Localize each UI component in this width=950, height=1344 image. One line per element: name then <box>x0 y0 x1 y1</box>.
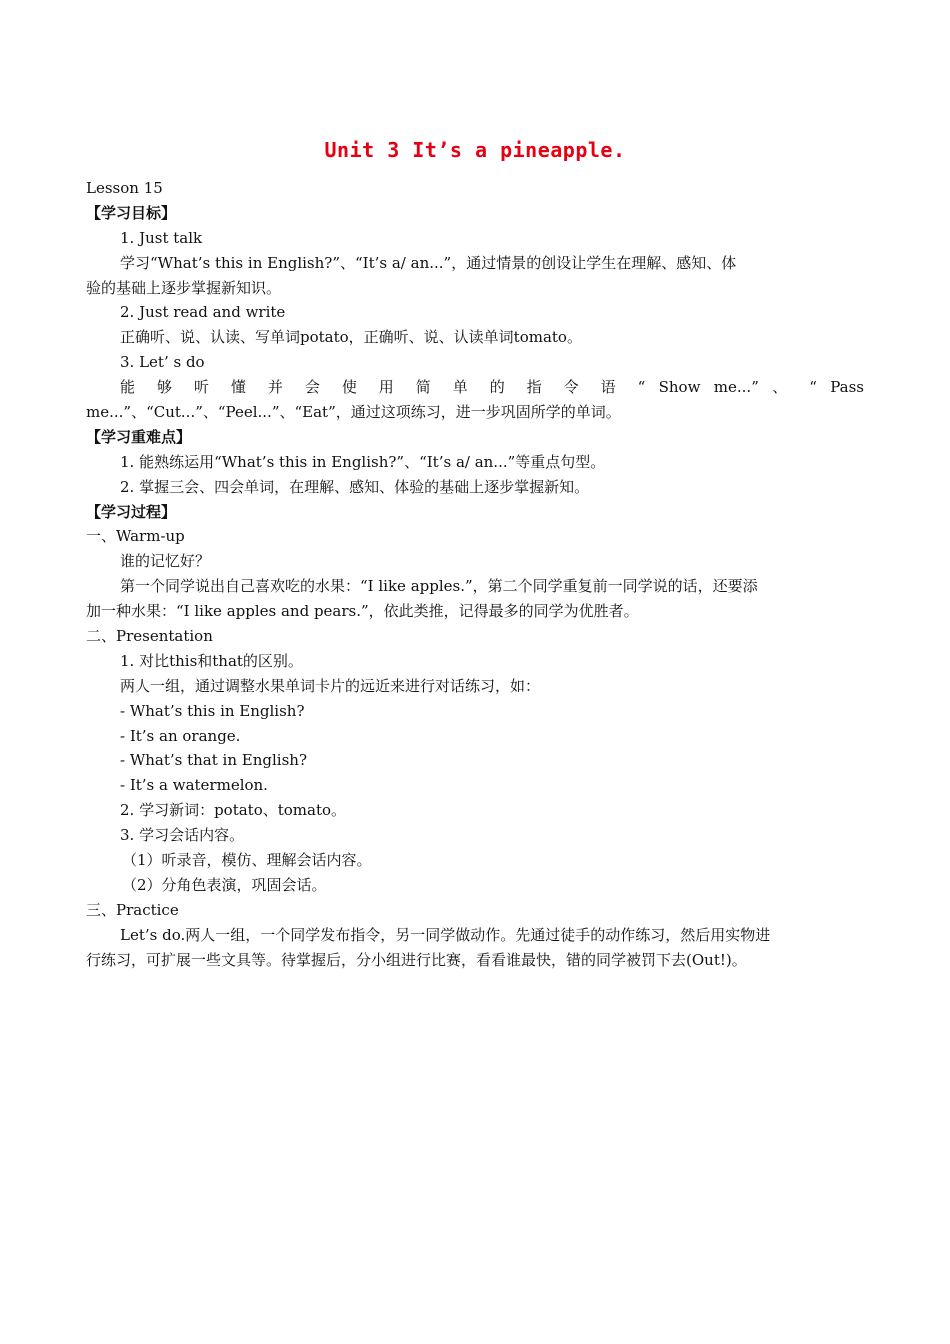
goal-1-text-cont: 验的基础上逐步掌握新知识。 <box>86 278 282 297</box>
lesson-label: Lesson 15 <box>86 179 163 197</box>
document-body <box>86 176 864 973</box>
presentation-item-3-sub-2: （2）分角色表演，巩固会话。 <box>122 875 327 894</box>
presentation-item-2: 2. 学习新词：potato、tomato。 <box>120 801 347 820</box>
warmup-text: 第一个同学说出自己喜欢吃的水果：“I like apples.”，第二个同学重复前一同学说的话，还要添 <box>120 577 758 596</box>
goal-1-title: 1. Just talk <box>120 228 203 247</box>
practice-title: 三、Practice <box>86 900 179 919</box>
goals-heading: 【学习目标】 <box>86 203 177 222</box>
process-heading: 【学习过程】 <box>86 502 177 521</box>
key-points-heading: 【学习重难点】 <box>86 427 192 446</box>
goal-2-text: 正确听、说、认读、写单词potato，正确听、说、认读单词tomato。 <box>120 328 582 347</box>
presentation-item-3: 3. 学习会话内容。 <box>120 826 245 845</box>
key-point-1: 1. 能熟练运用“What’s this in English?”、“It’s a/ an...”等重点句型。 <box>120 452 606 471</box>
goal-3-title: 3. Let’ s do <box>120 353 205 372</box>
dialogue-line: - What’s that in English? <box>120 751 307 770</box>
document-title: Unit 3 It’s a pineapple. <box>324 138 626 162</box>
warmup-title: 一、Warm-up <box>86 527 185 546</box>
presentation-title: 二、Presentation <box>86 627 213 646</box>
warmup-subtitle: 谁的记忆好？ <box>120 552 211 571</box>
practice-text: Let’s do.两人一组，一个同学发布指令，另一同学做动作。先通过徒手的动作练习，然后用实物进 <box>120 925 771 944</box>
goal-2-title: 2. Just read and write <box>120 303 286 322</box>
dialogue-line: - What’s this in English? <box>120 701 305 720</box>
key-point-2: 2. 掌握三会、四会单词，在理解、感知、体验的基础上逐步掌握新知。 <box>120 477 590 496</box>
goal-1-text: 学习“What’s this in English?”、“It’s a/ an...”，通过情景的创设让学生在理解、感知、体 <box>120 253 737 272</box>
goal-3-text: 能 够 听 懂 并 会 使 用 简 单 的 指 令 语 “ Show me...” 、 “ Pass <box>120 378 864 397</box>
presentation-item-1-desc: 两人一组，通过调整水果单词卡片的远近来进行对话练习，如： <box>120 676 541 695</box>
presentation-item-1: 1. 对比this和that的区别。 <box>120 651 303 670</box>
dialogue-line: - It’s an orange. <box>120 726 241 745</box>
warmup-text-cont: 加一种水果：“I like apples and pears.”，依此类推，记得最多的同学为优胜者。 <box>86 602 639 621</box>
dialogue-line: - It’s a watermelon. <box>120 776 268 795</box>
practice-text-cont: 行练习，可扩展一些文具等。待掌握后，分小组进行比赛，看看谁最快，错的同学被罚下去(Out!)。 <box>86 950 747 969</box>
presentation-item-3-sub-1: （1）听录音，模仿、理解会话内容。 <box>122 851 372 870</box>
goal-3-text-cont: me...”、“Cut...”、“Peel...”、“Eat”，通过这项练习，进一步巩固所学的单词。 <box>86 403 621 422</box>
